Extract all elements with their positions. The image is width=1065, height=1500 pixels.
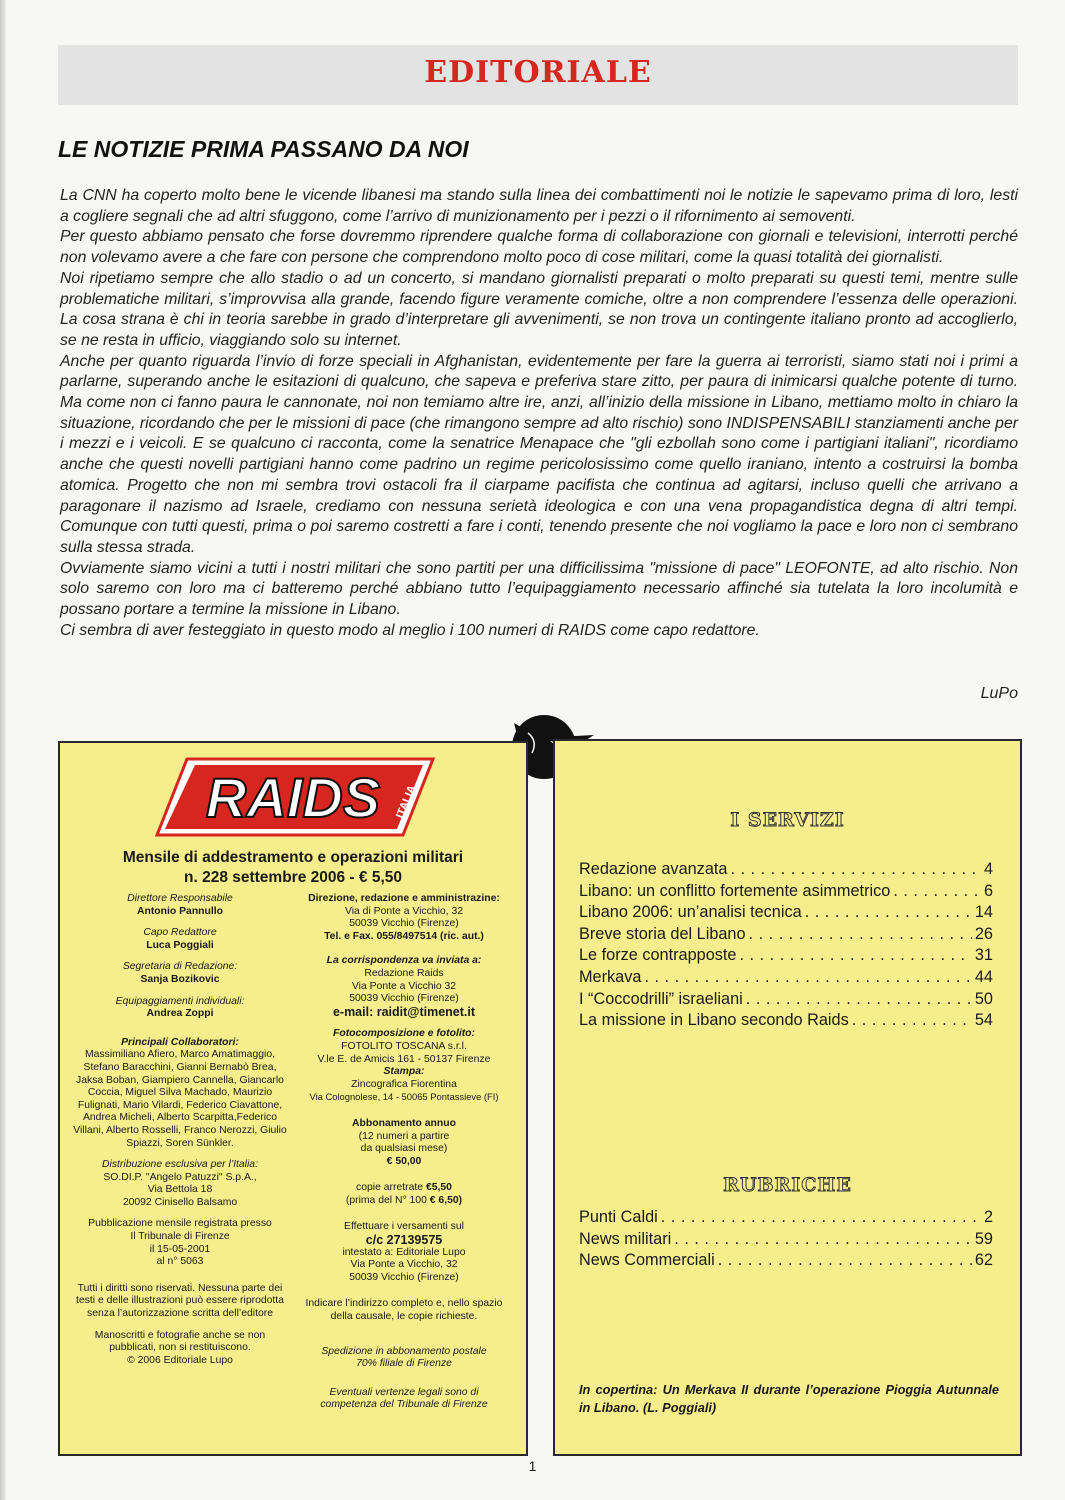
toc-entry-page: 14 [974,903,993,922]
toc-entry-title: Redazione avanzata [579,860,728,878]
stampa-line: Zincografica Fiorentina [351,1078,457,1090]
toc-leader-dots [805,902,972,924]
vertenze-line: competenza del Tribunale di Firenze [320,1399,488,1411]
versamenti-cc: c/c 27139575 [365,1233,443,1248]
fotocomposizione-label: Fotocomposizione e fotolito: [333,1028,475,1040]
masthead-column-right [294,893,514,1421]
toc-leader-dots [644,967,971,989]
abbonamento-label: Abbonamento annuo [352,1117,456,1129]
masthead-tagline: Mensile di addestramento e operazioni militari [122,849,464,866]
article-paragraph: Ovviamente siamo vicini a tutti i nostri militari che sono partiti per una difficilissima "missione di pace" LEOFONTE, ad alto rischio. Non solo saremo con loro ma ci batteremo perché abbiano tutto l’equipaggiamento necessario affinché sia tutelata la loro incolumità e possano portare a termine la missione in Libano. [60,559,1018,619]
toc-leader-dots [852,1010,972,1032]
toc-entry[interactable] [579,967,993,989]
logo-subtext: ITALIA [394,783,419,821]
versamenti-line: 50039 Vicchio (Firenze) [349,1271,459,1283]
toc-entry-title: Le forze contrapposte [579,946,737,965]
copyright-text: © 2006 Editoriale Lupo [127,1354,233,1366]
versamenti-line: Via Ponte a Vicchio, 32 [350,1259,458,1271]
toc-entry-page: 54 [974,1011,993,1030]
toc-entry[interactable] [579,1207,993,1229]
toc-entry-page: 26 [974,924,993,943]
toc-leader-dots [661,1207,981,1229]
section-title: EDITORIALE [424,55,652,90]
toc-entry[interactable] [579,859,993,881]
indicare-text: Indicare l’indirizzo completo e, nello spazio della causale, le copie richieste. [305,1298,503,1323]
manoscritti-text: Manoscritti e fotografie anche se non pubblicati, non si restituiscono. [94,1329,266,1354]
distrib-label: Distribuzione esclusiva per l’Italia: [102,1159,258,1171]
direttore-name: Antonio Pannullo [137,905,223,917]
article-paragraph: Anche per quanto riguarda l’invio di forze speciali in Afghanistan, evidentemente per fare la guerra ai terroristi, siamo stati noi i primi a parlarne, superando anche le esitazioni di qualcuno, che sapeva e preferiva stare zitto, per paura di inimicarsi qualche potente di turno. Ma come non ci fanno paura le cannonate, noi non temiamo altre ire, anzi, all’inizio della missione in Libano, mettiamo molto in chiaro la situazione, ricordando che per le missioni di pace (che rimangono sempre ad alto rischio) sono INDISPENSABILI stanziamenti anche per i mezzi e i veicoli. E se qualcuno ci racconta, come la senatrice Menapace che "gli ezbollah sono come i partigiani italiani", ricordiamo anche che questi novelli partigiani hanno come padrino un regime pericolosissimo come quello iraniano, intento a costruirsi la bomba atomica. Progetto che non mi sembra trovi ostacoli fra il ciarpame pacifista che continua ad agitarsi, incluso quelli che arrivano a paragonare il nazismo ad Israele, crediamo con nessuna serietà ideologica e con una vena propagandistica degna di altri tempi. Comunque con tutti questi, prima o poi saremo costretti a fare i conti, tenendo presente che noi vogliamo la pace e loro non ci sembrano sulla stessa strada. [60,352,1018,556]
toc-entry[interactable] [579,945,993,967]
issue-info: n. 228 settembre 2006 - € 5,50 [184,869,402,886]
arretrate-old-label: (prima del N° 100 [345,1194,427,1206]
article-paragraph: Ci sembra di aver festeggiato in questo modo al meglio i 100 numeri di RAIDS come capo redattore. [60,621,760,639]
article-signature: LuPo [980,685,1018,702]
toc-entry[interactable] [579,881,993,903]
servizi-heading: I SERVIZI [730,809,845,831]
toc-entry-title: News Commerciali [579,1251,715,1270]
article-body [60,186,1018,641]
direzione-line: 50039 Vicchio (Firenze) [349,918,459,930]
rights-text: Tutti i diritti sono riservati. Nessuna parte dei testi e delle illustrazioni può essere riprodotta senza l’autorizzazione scritta dell’editore [76,1282,284,1320]
spedizione-line: Spedizione in abbonamento postale [321,1345,487,1357]
toc-entry-title: News militari [579,1229,672,1248]
toc-entry-title: Libano 2006: un’analisi tecnica [579,903,802,922]
toc-entry-title: Punti Caldi [579,1208,658,1226]
logo-text: RAIDS [205,766,381,829]
corrispondenza-label: La corrispondenza va inviata a: [326,955,482,967]
stampa-label: Stampa: [383,1066,425,1078]
abbonamento-line: da qualsiasi mese) [360,1143,448,1155]
toc-leader-dots [893,881,981,903]
toc-entry-page: 2 [983,1208,993,1226]
toc-leader-dots [740,945,972,967]
cover-caption: In copertina: Un Merkava II durante l’operazione Pioggia Autunnale in Libano. (L. Poggiali) [579,1382,999,1415]
article-paragraph: La CNN ha coperto molto bene le vicende libanesi ma stando sulla linea dei combattimenti noi le notizie le sapevamo prima di loro, lesti a cogliere segnali che ad altri sfuggono, come l’arrivo di munizionamento per i pezzi o il rifornimento ai semoventi. [60,187,1018,225]
email-link[interactable]: e-mail: raidit@timenet.it [332,1004,476,1019]
toc-entry-page: 4 [983,860,993,878]
arretrate-label: copie arretrate [356,1182,424,1194]
abbonamento-price: € 50,00 [386,1155,422,1167]
toc-entry[interactable] [579,924,993,946]
toc-entry[interactable] [579,902,993,924]
header-band [58,45,1018,105]
toc-leader-dots [674,1229,972,1251]
direzione-phone: Tel. e Fax. 055/8497514 (ric. aut.) [324,930,484,942]
corrispondenza-line: Via Ponte a Vicchio 32 [351,980,457,992]
toc-entry-title: Libano: un conflitto fortemente asimmetrico [579,881,891,900]
distrib-line: SO.DI.P. "Angelo Patuzzi" S.p.A., [103,1171,257,1183]
toc-entry-page: 59 [974,1229,993,1248]
page-number: 1 [528,1458,537,1474]
vertenze-line: Eventuali vertenze legali sono di [329,1386,479,1398]
toc-entry[interactable] [579,1229,993,1251]
toc-leader-dots [718,1250,972,1272]
corrispondenza-line: 50039 Vicchio (Firenze) [349,993,459,1005]
distrib-line: 20092 Cinisello Balsamo [122,1196,238,1208]
toc-entry-title: La missione in Libano secondo Raids [579,1011,849,1030]
toc-entry[interactable] [579,1010,993,1032]
toc-leader-dots [746,989,972,1011]
fotocomposizione-line: V.le E. de Amicis 161 - 50137 Firenze [317,1053,491,1065]
toc-entry-page: 50 [974,989,993,1008]
toc-entry-title: Breve storia del Libano [579,924,746,943]
arretrate-old-price: € 6,50) [429,1194,463,1206]
toc-entry-page: 31 [974,946,993,965]
toc-entry-title: I “Coccodrilli” israeliani [579,989,743,1008]
toc-entry-page: 44 [974,967,993,986]
abbonamento-line: (12 numeri a partire [358,1130,450,1142]
article-paragraph: Per questo abbiamo pensato che forse dovremmo riprendere qualche forma di collaborazione con giornali e televisioni, interrotti perché non volevamo avere a che fare con persone che comprendono molto poco di cose militari, come la quasi totalità dei giornalisti. [60,228,1018,267]
fotocomposizione-line: FOTOLITO TOSCANA s.r.l. [341,1040,467,1052]
corrispondenza-line: Redazione Raids [364,967,444,979]
pub-line: al n° 5063 [156,1256,204,1268]
pub-line: il 15-05-2001 [149,1243,211,1255]
direzione-label: Direzione, redazione e amministrazine: [308,893,500,904]
collab-names: Massimiliano Afiero, Marco Amatimaggio, Stefano Baracchini, Gianni Bernabò Brea, Jaksa Boban, Giampiero Cannella, Giancarlo Coccia, Miguel Silva Machado, Maurizio Fulignati, Mario Vilardi, Federico Ciavattone, Andrea Micheli, Alberto Scarpitta,Federico Villani, Alberto Rosselli, Franco Nerozzi, Giulio Spiazzi, Soren Sünkler. [73,1049,287,1149]
equip-name: Andrea Zoppi [146,1008,214,1020]
toc-entry[interactable] [579,989,993,1011]
versamenti-line: Effettuare i versamenti sul [344,1221,464,1233]
arretrate-price: €5,50 [425,1182,452,1194]
spedizione-line: 70% filiale di Firenze [356,1358,452,1370]
toc-leader-dots [730,859,980,881]
equip-label: Equipaggiamenti individuali: [115,995,245,1007]
capo-label: Capo Redattore [143,927,217,939]
direttore-label: Direttore Responsabile [127,893,233,904]
toc-entry[interactable] [579,1250,993,1272]
article-paragraph: Noi ripetiamo sempre che allo stadio o ad un concerto, si mandano giornalisti preparati o molto preparati su questi temi, mentre sulle problematiche militari, s’improvvisa alla grande, facendo figure veramente comiche, oltre a non comprendere l’essenza delle operazioni. La cosa strana è chi in teoria sarebbe in grado d’interpretare gli avvenimenti, se non trova un contingente italiano pronto ad accoglierlo, se ne resta in ufficio, viaggiando solo su internet. [60,269,1018,349]
segreteria-label: Segretaria di Redazione: [122,961,238,973]
toc-entry-page: 62 [974,1251,993,1270]
collab-label: Principali Collaboratori: [121,1036,239,1048]
direzione-line: Via di Ponte a Vicchio, 32 [344,905,464,917]
toc-entry-page: 6 [983,881,993,900]
servizi-list [579,859,993,1032]
article-title: LE NOTIZIE PRIMA PASSANO DA NOI [58,136,469,162]
rubriche-heading: RUBRICHE [723,1174,852,1196]
rubriche-list [579,1207,993,1272]
masthead-column-left [72,893,288,1376]
toc-leader-dots [749,924,972,946]
page-edge-shadow [0,0,6,1500]
stampa-line: Via Colognolese, 14 - 50065 Pontassieve (FI) [309,1091,499,1103]
toc-entry-title: Merkava [579,967,642,986]
masthead-box [58,741,528,1456]
segreteria-name: Sanja Bozikovic [140,973,220,985]
raids-logo [155,757,435,837]
pub-line: Pubblicazione mensile registrata presso [88,1218,272,1230]
contents-box [553,739,1022,1456]
versamenti-line: intestato a: Editoriale Lupo [342,1246,466,1258]
pub-line: Il Tribunale di Firenze [130,1231,230,1243]
capo-name: Luca Poggiali [146,939,214,951]
distrib-line: Via Bettola 18 [147,1184,213,1196]
